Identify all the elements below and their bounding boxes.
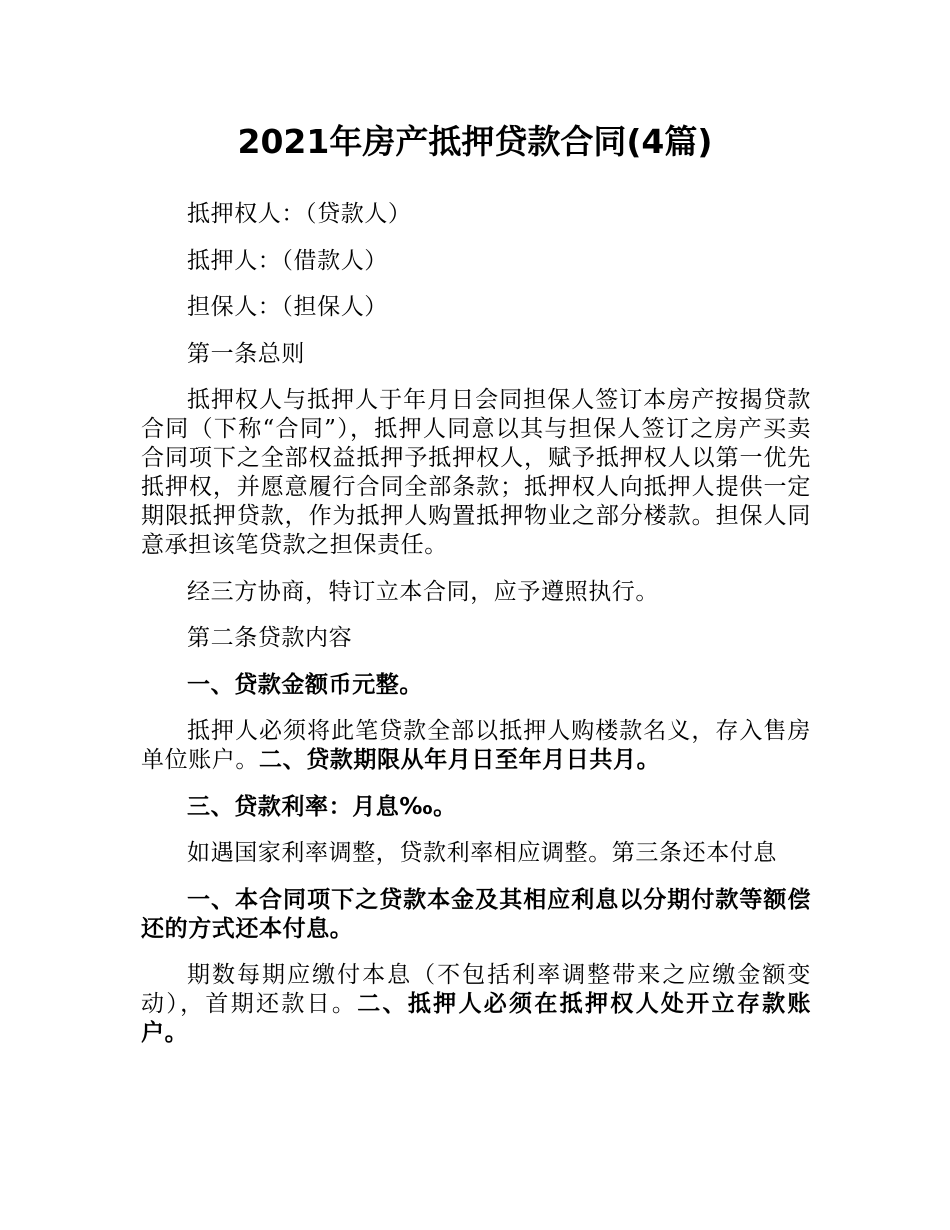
paragraph <box>141 247 811 276</box>
paragraph <box>141 886 811 944</box>
document-title: 2021年房产抵押贷款合同(4篇) <box>237 122 713 161</box>
paragraph <box>141 624 811 653</box>
paragraph <box>141 717 811 775</box>
text-segment: 担保人：（担保人） <box>187 294 388 320</box>
bold-text-segment: 二、贷款期限从年月日至年月日共月。 <box>259 747 661 773</box>
paragraph <box>141 200 811 229</box>
paragraph <box>141 839 811 868</box>
text-segment: 抵押人：（借款人） <box>187 247 388 274</box>
paragraph <box>141 340 811 369</box>
paragraph <box>141 386 811 560</box>
text-segment: 抵押权人与抵押人于年月日会同担保人签订本房产按揭贷款合同（下称“合同”），抵押人同意以其与担保人签订之房产买卖合同项下之全部权益抵押予抵押权人，赋予抵押权人以第一优先抵押权，并愿意履行合同全部条款；抵押权人向抵押人提供一定期限抵押贷款，作为抵押人购置抵押物业之部分楼款。担保人同意承担该笔贷款之担保责任。 <box>141 387 811 558</box>
paragraph <box>141 578 811 607</box>
text-segment: 经三方协商，特订立本合同，应予遵照执行。 <box>187 578 659 605</box>
bold-text-segment: 一、本合同项下之贷款本金及其相应利息以分期付款等额偿还的方式还本付息。 <box>141 886 811 942</box>
text-segment: 期数每期应缴付本息（不包括利率调整带来之应缴金额变动），首期还款日。 <box>141 962 811 1017</box>
text-segment: 如遇国家利率调整，贷款利率相应调整。第三条还本付息 <box>187 840 777 866</box>
text-segment: 抵押人必须将此笔贷款全部以抵押人购楼款名义，存入售房单位账户。 <box>141 718 811 773</box>
text-segment: 第二条贷款内容 <box>187 625 353 651</box>
paragraph <box>141 961 811 1048</box>
paragraph <box>141 293 811 322</box>
paragraph <box>141 793 811 822</box>
bold-text-segment: 一、贷款金额币元整。 <box>187 671 423 698</box>
text-segment: 抵押权人：（贷款人） <box>187 201 412 227</box>
bold-text-segment: 三、贷款利率：月息‰。 <box>187 793 457 820</box>
bold-text-segment: 二、抵押人必须在抵押权人处开立存款账户。 <box>141 991 811 1046</box>
document-body <box>141 200 811 1066</box>
text-segment: 第一条总则 <box>187 340 305 367</box>
paragraph <box>141 671 811 700</box>
